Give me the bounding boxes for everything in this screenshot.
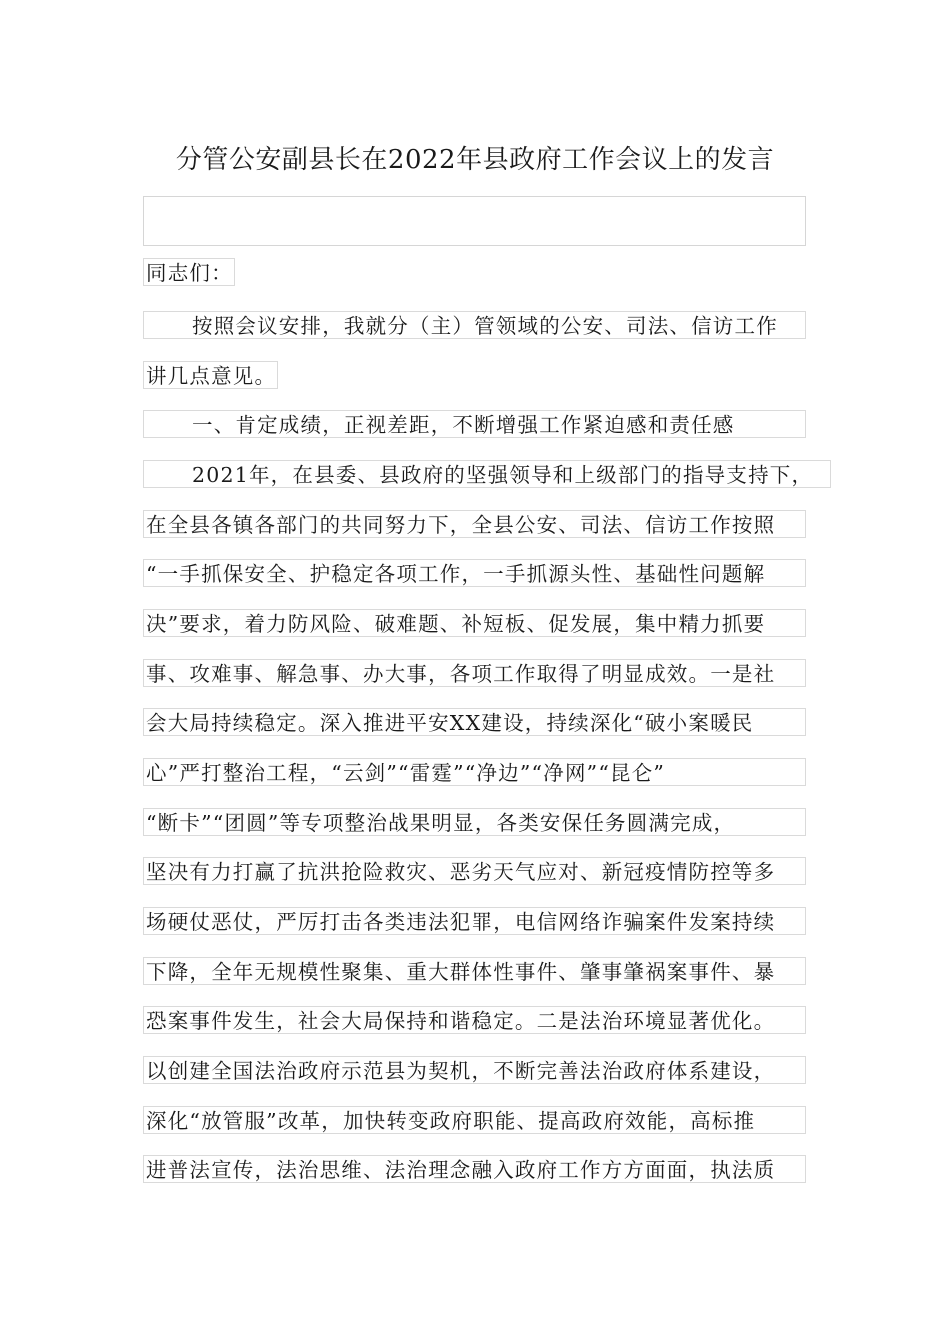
body-line: “一手抓保安全、护稳定各项工作，一手抓源头性、基础性问题解 [143,559,806,587]
body-line: 下降，全年无规模性聚集、重大群体性事件、肇事肇祸案事件、暴 [143,957,806,985]
intro-line-1: 按照会议安排，我就分（主）管领域的公安、司法、信访工作 [143,311,806,339]
body-line: 心”严打整治工程，“云剑”“雷霆”“净边”“净网”“昆仑” [143,758,806,786]
body-line: 恐案事件发生，社会大局保持和谐稳定。二是法治环境显著优化。 [143,1006,806,1034]
body-line: 会大局持续稳定。深入推进平安XX建设，持续深化“破小案暖民 [143,708,806,736]
body-line: “断卡”“团圆”等专项整治战果明显，各类安保任务圆满完成， [143,808,806,836]
body-line: 深化“放管服”改革，加快转变政府职能、提高政府效能，高标推 [143,1106,806,1134]
intro-line-2: 讲几点意见。 [143,361,278,389]
body-line: 在全县各镇各部门的共同努力下，全县公安、司法、信访工作按照 [143,510,806,538]
salutation: 同志们： [143,258,235,286]
document-title: 分管公安副县长在2022年县政府工作会议上的发言 [175,145,775,175]
empty-field-box [143,196,806,246]
body-line: 以创建全国法治政府示范县为契机，不断完善法治政府体系建设， [143,1056,806,1084]
body-line: 决”要求，着力防风险、破难题、补短板、促发展，集中精力抓要 [143,609,806,637]
body-line: 坚决有力打赢了抗洪抢险救灾、恶劣天气应对、新冠疫情防控等多 [143,857,806,885]
section-heading-1: 一、肯定成绩，正视差距，不断增强工作紧迫感和责任感 [143,410,806,438]
body-line: 2021年，在县委、县政府的坚强领导和上级部门的指导支持下， [143,460,831,488]
body-line: 场硬仗恶仗，严厉打击各类违法犯罪，电信网络诈骗案件发案持续 [143,907,806,935]
body-line: 进普法宣传，法治思维、法治理念融入政府工作方方面面，执法质 [143,1155,806,1183]
body-line: 事、攻难事、解急事、办大事，各项工作取得了明显成效。一是社 [143,659,806,687]
